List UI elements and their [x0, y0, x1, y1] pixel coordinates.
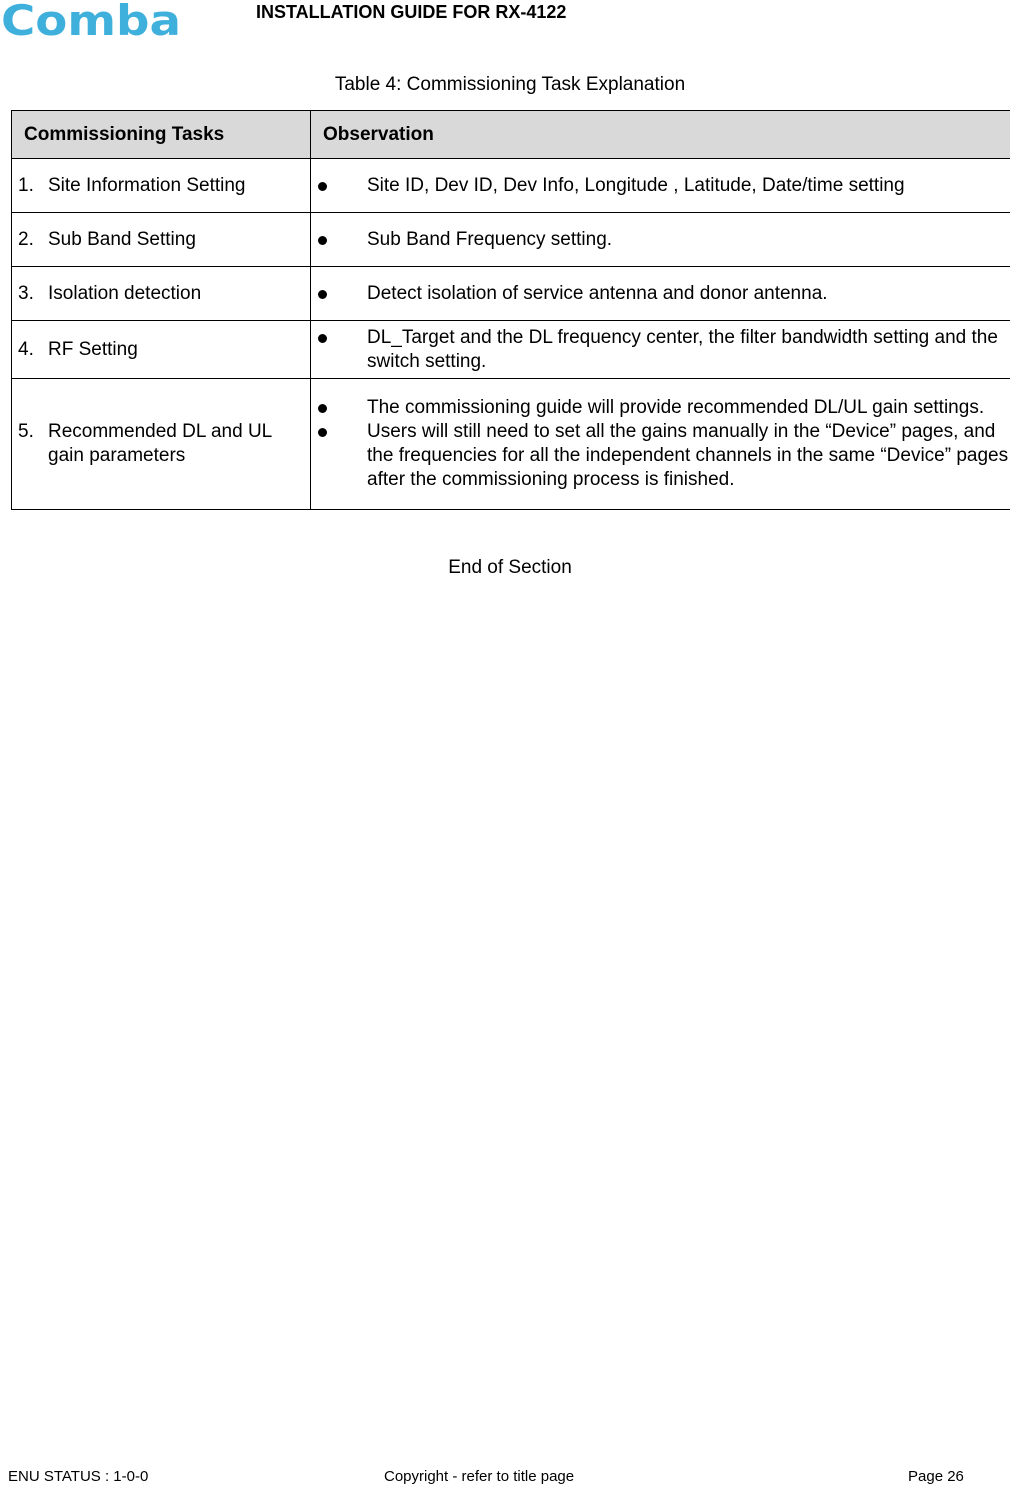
- task-cell: [12, 379, 311, 510]
- column-header-tasks: Commissioning Tasks: [12, 111, 311, 159]
- task-number: 5.: [18, 421, 34, 442]
- task-label: RF Setting: [48, 338, 138, 360]
- observation-text: DL_Target and the DL frequency center, the filter bandwidth setting and the switch setting.: [367, 326, 998, 372]
- observation-text: Sub Band Frequency setting.: [367, 228, 613, 250]
- status-text: ENU STATUS : 1-0-0: [8, 1468, 149, 1485]
- column-header-observation: Observation: [311, 111, 1010, 159]
- task-number: 1.: [18, 174, 34, 196]
- task-label: Sub Band Setting: [48, 228, 196, 250]
- observation-cell: [311, 321, 1010, 379]
- task-label: Site Information Setting: [48, 174, 246, 196]
- document-title: INSTALLATION GUIDE FOR RX-4122: [256, 2, 567, 22]
- observation-text: Users will still need to set all the gains manually in the “Device” pages, and the frequencies for all the independent channels in the same “Device” pages after the commissioning process is finished.: [367, 421, 1009, 490]
- table-row: [12, 379, 1010, 510]
- task-cell: [12, 159, 311, 213]
- list-item: [311, 326, 1010, 374]
- copyright-text: Copyright - refer to title page: [384, 1468, 575, 1485]
- table-row: [12, 267, 1010, 321]
- bullet-icon: [311, 326, 367, 374]
- list-item: [311, 228, 1010, 252]
- comba-logo: [1, 2, 181, 40]
- bullet-icon: [311, 282, 367, 306]
- list-item: [311, 174, 1010, 198]
- list-item: [311, 282, 1010, 306]
- observation-text: Detect isolation of service antenna and donor antenna.: [367, 282, 828, 304]
- table-row: [12, 159, 1010, 213]
- task-number: 3.: [18, 282, 34, 304]
- task-cell: [12, 267, 311, 321]
- page-number: Page 26: [908, 1468, 964, 1485]
- page-footer: [0, 1468, 1010, 1487]
- list-item: [311, 420, 1010, 492]
- commissioning-task-table: [11, 110, 1010, 510]
- task-number: 4.: [18, 338, 34, 360]
- task-cell: [12, 321, 311, 379]
- observation-text: Site ID, Dev ID, Dev Info, Longitude , Latitude, Date/time setting: [367, 174, 905, 196]
- table-row: [12, 213, 1010, 267]
- table-row: [12, 321, 1010, 379]
- task-cell: [12, 213, 311, 267]
- bullet-icon: [311, 228, 367, 252]
- task-number: 2.: [18, 228, 34, 250]
- observation-cell: [311, 267, 1010, 321]
- end-of-section-text: End of Section: [448, 557, 572, 578]
- observation-cell: [311, 213, 1010, 267]
- task-label: Recommended DL and UL gain parameters: [48, 421, 272, 466]
- bullet-icon: [311, 396, 367, 420]
- list-item: [311, 396, 1010, 420]
- observation-cell: [311, 379, 1010, 510]
- bullet-icon: [311, 174, 367, 198]
- table-caption: Table 4: Commissioning Task Explanation: [334, 74, 686, 95]
- observation-cell: [311, 159, 1010, 213]
- bullet-icon: [311, 420, 367, 492]
- page-header: [0, 0, 1010, 44]
- table-header-row: [12, 111, 1010, 159]
- observation-text: The commissioning guide will provide recommended DL/UL gain settings.: [367, 397, 985, 418]
- svg-text:Comba: Comba: [1, 2, 181, 40]
- task-label: Isolation detection: [48, 282, 202, 304]
